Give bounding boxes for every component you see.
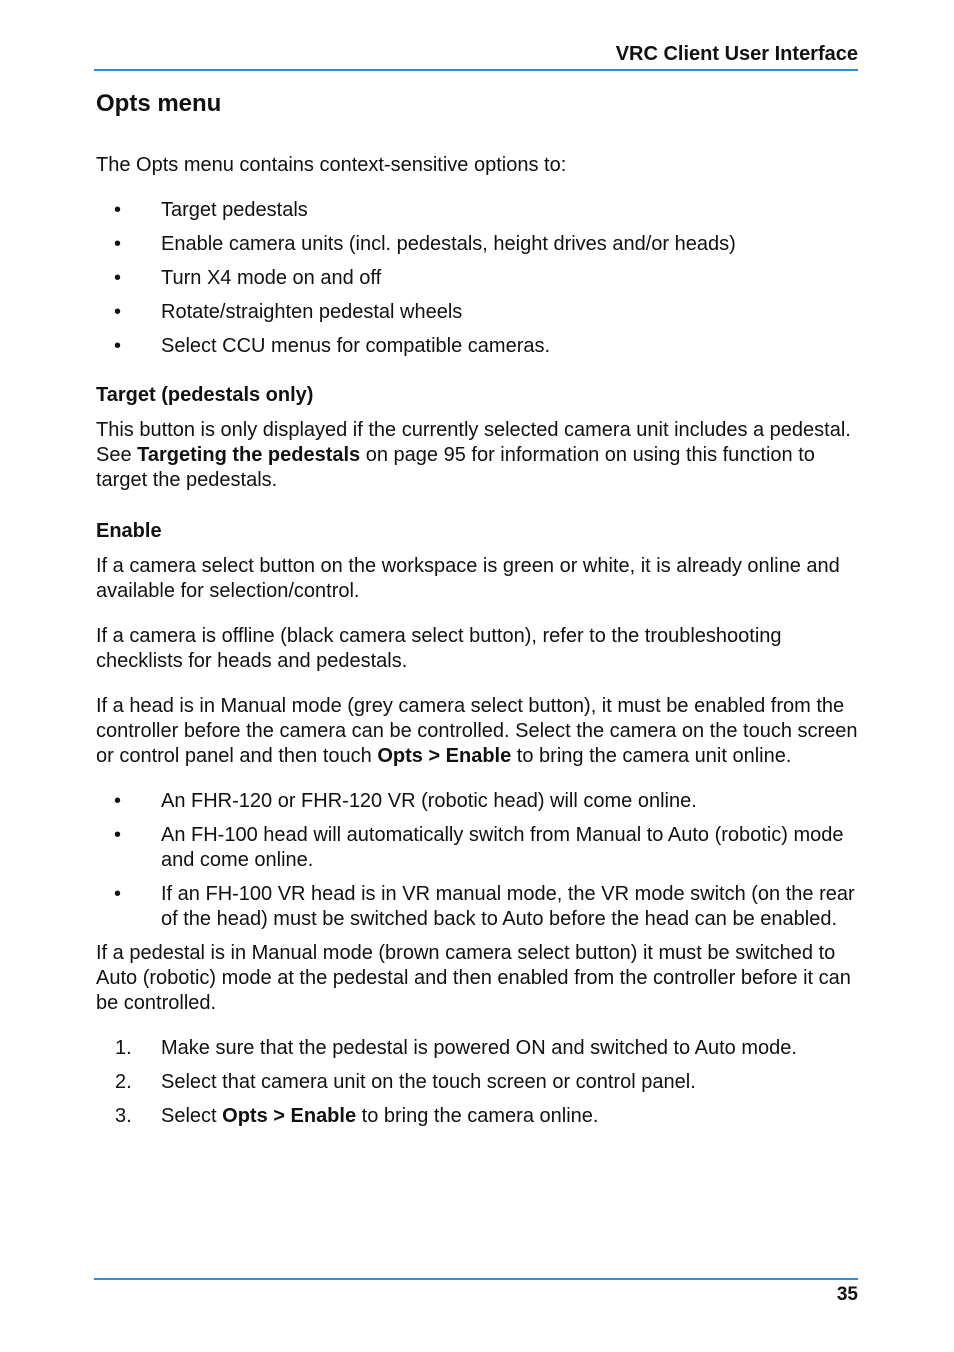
- list-item-text: Select that camera unit on the touch screen or control panel.: [161, 1071, 696, 1093]
- list-item: [96, 334, 858, 359]
- step-text-start: Select: [161, 1105, 223, 1127]
- footer-rule: [94, 1278, 858, 1280]
- list-item-text: An FHR-120 or FHR-120 VR (robotic head) will come online.: [161, 790, 697, 812]
- enable-p3-start: If a head is in Manual mode (grey camera select button), it must be enabled from the controller before the camera can be controlled. Select the camera on the touch screen or control panel and then touch: [96, 695, 858, 767]
- list-item: [96, 789, 858, 814]
- target-link-text: Targeting the pedestals: [137, 444, 361, 466]
- bullet-marker: •: [114, 824, 122, 846]
- page-number: 35: [836, 1284, 858, 1305]
- head-bullets-list: [96, 789, 858, 932]
- bullet-marker: •: [114, 790, 122, 812]
- enable-paragraph-2: If a camera is offline (black camera select button), refer to the troubleshooting checklists for heads and pedestals.: [96, 625, 782, 672]
- options-list: [96, 198, 858, 359]
- enable-paragraph-1: If a camera select button on the workspace is green or white, it is already online and available for selection/control.: [96, 555, 840, 602]
- list-item: [96, 1070, 858, 1095]
- step-number: 2.: [115, 1071, 132, 1093]
- step-number: 1.: [115, 1037, 132, 1059]
- list-item: [96, 300, 858, 325]
- enable-p3-end: to bring the camera unit online.: [511, 745, 792, 767]
- intro-paragraph: The Opts menu contains context-sensitive options to:: [96, 154, 567, 176]
- enable-p3-bold: Opts > Enable: [377, 745, 512, 767]
- section-title: Opts menu: [96, 90, 222, 117]
- bullet-marker: •: [114, 267, 122, 289]
- list-item: [96, 1036, 858, 1061]
- target-paragraph: [96, 418, 858, 493]
- list-item: [96, 232, 858, 257]
- list-item-text: Make sure that the pedestal is powered ON and switched to Auto mode.: [161, 1037, 797, 1059]
- list-item: [96, 823, 858, 873]
- list-item-text: Rotate/straighten pedestal wheels: [161, 301, 463, 323]
- list-item-text: Turn X4 mode on and off: [161, 267, 382, 289]
- bullet-marker: •: [114, 301, 122, 323]
- running-header: VRC Client User Interface: [615, 43, 858, 65]
- step-number: 3.: [115, 1105, 132, 1127]
- enable-heading: Enable: [96, 520, 162, 542]
- steps-list: [96, 1036, 858, 1129]
- header-rule: [94, 69, 858, 71]
- page-content: [96, 88, 858, 1149]
- list-item: [96, 1104, 858, 1129]
- bullet-marker: •: [114, 335, 122, 357]
- step-text-bold: Opts > Enable: [222, 1105, 357, 1127]
- bullet-marker: •: [114, 199, 122, 221]
- list-item-text: If an FH-100 VR head is in VR manual mode, the VR mode switch (on the rear of the head) must be switched back to Auto before the head can be enabled.: [161, 883, 855, 930]
- bullet-marker: •: [114, 233, 122, 255]
- list-item-text: Target pedestals: [161, 199, 308, 221]
- enable-paragraph-4: If a pedestal is in Manual mode (brown camera select button) it must be switched to Auto (robotic) mode at the pedestal and then enabled from the controller before it can be controlled.: [96, 942, 851, 1014]
- enable-paragraph-3: [96, 694, 858, 769]
- target-heading: Target (pedestals only): [96, 384, 314, 406]
- list-item: [96, 266, 858, 291]
- list-item: [96, 882, 858, 932]
- list-item: [96, 198, 858, 223]
- target-text-end: on page 95 for information on using this function to target the pedestals.: [96, 444, 815, 491]
- bullet-marker: •: [114, 883, 122, 905]
- list-item-text: An FH-100 head will automatically switch from Manual to Auto (robotic) mode and come online.: [161, 824, 844, 871]
- list-item-text: Select CCU menus for compatible cameras.: [161, 335, 551, 357]
- list-item-text: Enable camera units (incl. pedestals, height drives and/or heads): [161, 233, 736, 255]
- step-text-end: to bring the camera online.: [356, 1105, 599, 1127]
- target-text-start: This button is only displayed if the currently selected camera unit includes a pedestal. See: [96, 419, 851, 466]
